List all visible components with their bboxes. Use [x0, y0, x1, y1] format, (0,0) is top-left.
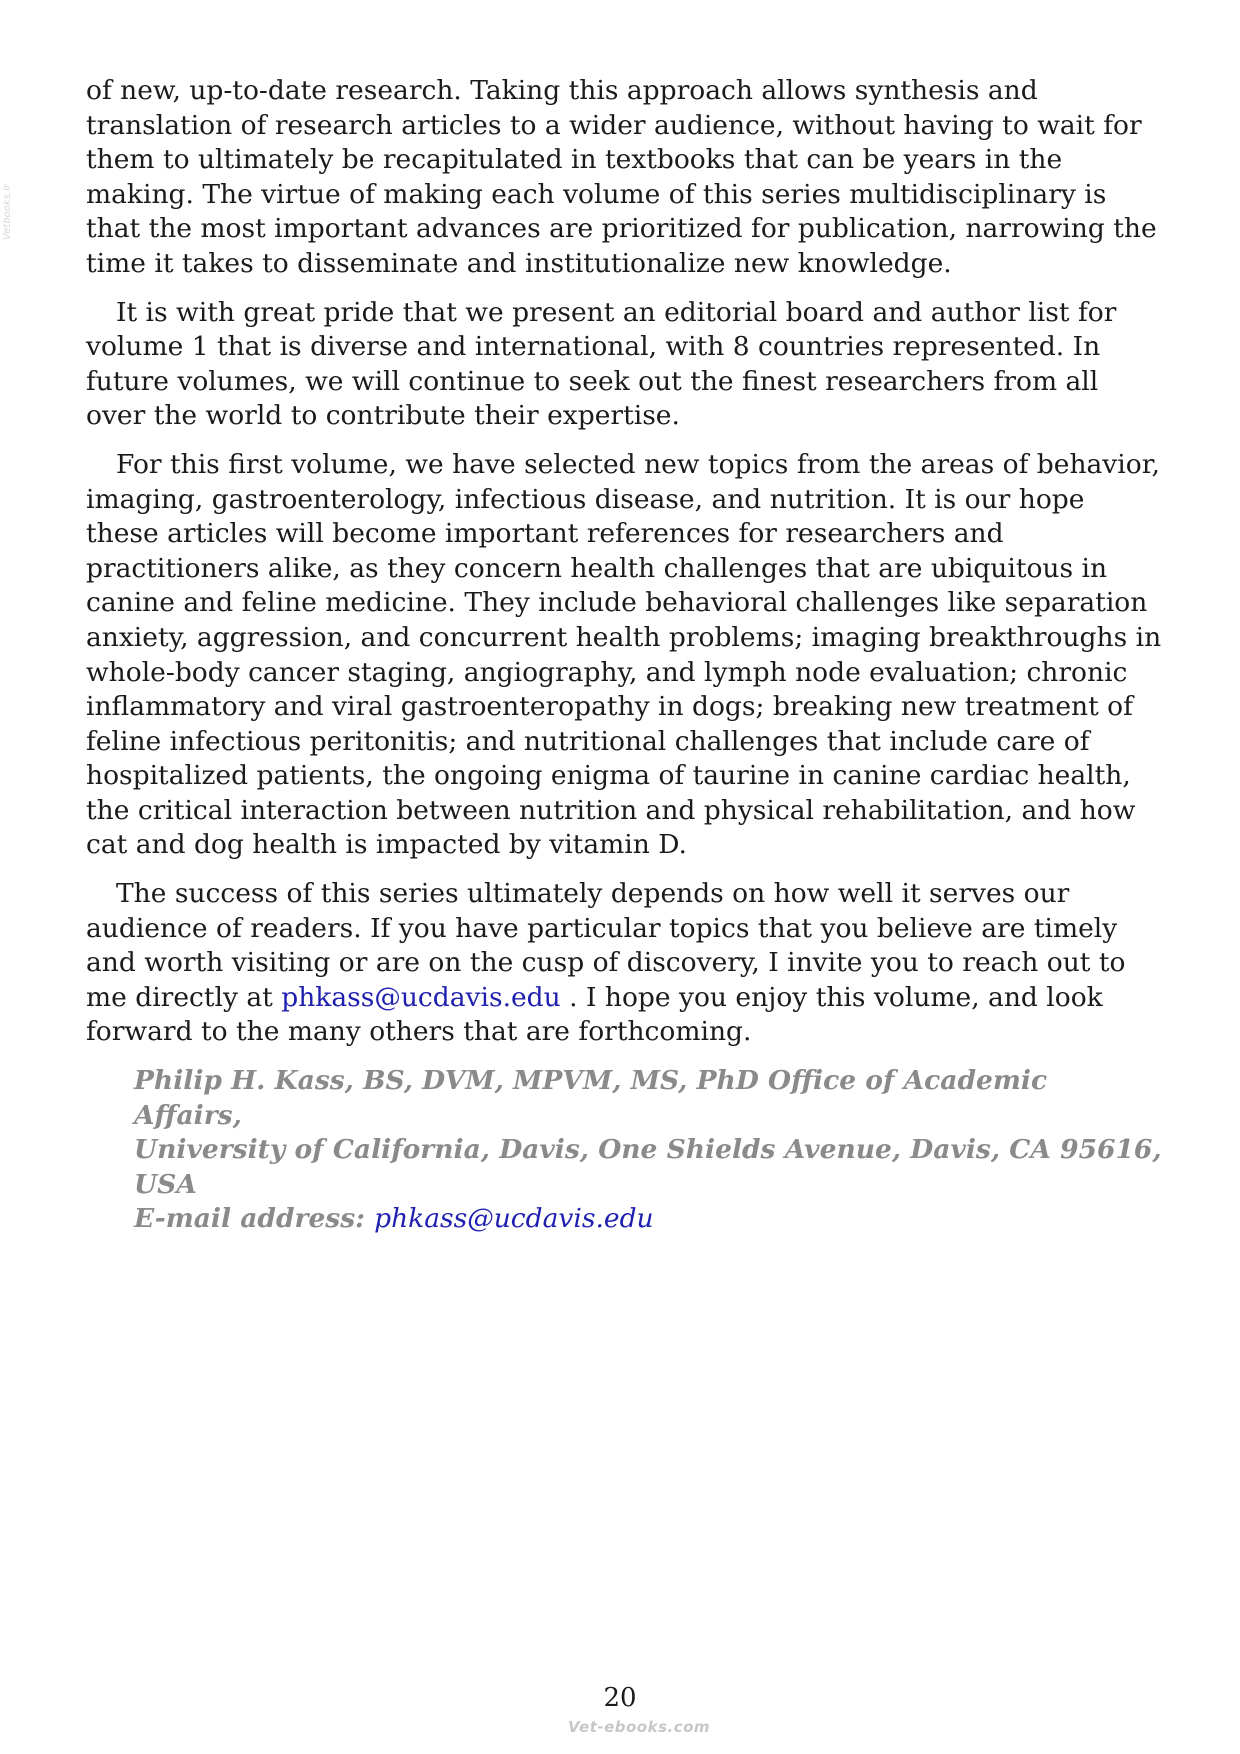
paragraph-4: [86, 877, 1162, 1050]
paragraph-4-text-start: The success of this series ultimately depends on how well it serves our audience of readers. If you have particular topics that you believe are timely and worth visiting or are on the cusp of discovery, I invite you to reach out to me directly at: [86, 878, 1126, 1013]
signature-email-label: E-mail address:: [134, 1203, 375, 1235]
paragraph-3: For this first volume, we have selected new topics from the areas of behavior, imaging, gastroenterology, infectious disease, and nutrition. It is our hope these articles will become important references for researchers and practitioners alike, as they concern health challenges that are ubiquitous in canine and feline medicine. They include behavioral challenges like separation anxiety, aggression, and concurrent health problems; imaging breakthroughs in whole-body cancer staging, angiography, and lymph node evaluation; chronic inflammatory and viral gastroenteropathy in dogs; breaking new treatment of feline infectious peritonitis; and nutritional challenges that include care of hospitalized patients, the ongoing enigma of taurine in canine cardiac health, the critical interaction between nutrition and physical rehabilitation, and how cat and dog health is impacted by vitamin D.: [86, 448, 1162, 861]
footer-watermark-logo: Vet-ebooks.com: [568, 1718, 711, 1736]
paragraph-1: of new, up-to-date research. Taking this approach allows synthesis and translation of research articles to a wider audience, without having to wait for them to ultimately be recapitulated in textbooks that can be years in the making. The virtue of making each volume of this series multidisciplinary is that the most important advances are prioritized for publication, narrowing the time it takes to disseminate and institutionalize new knowledge.: [86, 75, 1157, 279]
document-body: [86, 74, 1162, 1237]
email-link[interactable]: phkass@ucdavis.edu: [281, 981, 561, 1013]
paragraph-2: It is with great pride that we present an editorial board and author list for volume 1 that is diverse and international, with 8 countries represented. In future volumes, we will continue to seek out the finest researchers from all over the world to contribute their expertise.: [86, 296, 1117, 432]
signature-email-line: [134, 1202, 1162, 1237]
page-number: 20: [603, 1683, 637, 1713]
signature-address: University of California, Davis, One Shields Avenue, Davis, CA 95616, USA: [134, 1134, 1162, 1200]
side-watermark: Vetbooks.ir: [2, 184, 13, 240]
signature-email-link[interactable]: phkass@ucdavis.edu: [374, 1203, 654, 1235]
paragraph-4-text-end: . I hope you enjoy this volume, and look forward to the many others that are forthcoming.: [86, 981, 1103, 1048]
signature-name-office: Philip H. Kass, BS, DVM, MPVM, MS, PhD Office of Academic Affairs,: [134, 1065, 1048, 1131]
author-signature: [134, 1064, 1162, 1237]
